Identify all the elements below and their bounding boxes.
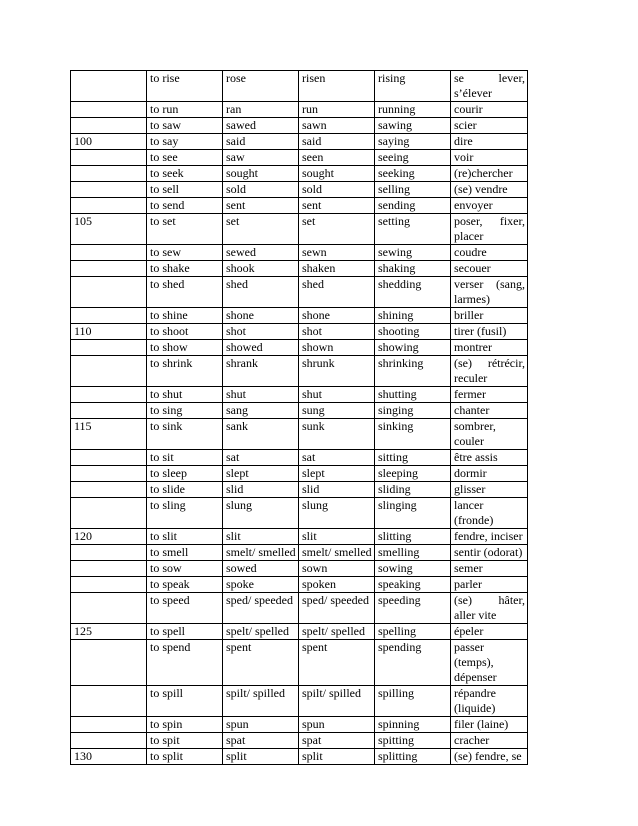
past-participle-cell: sawn [299, 118, 375, 134]
french-translation-cell: sentir (odorat) [451, 545, 528, 561]
past-simple-cell: sat [223, 450, 299, 466]
present-participle-cell: running [375, 102, 451, 118]
past-simple-cell: shed [223, 277, 299, 308]
row-number-cell [71, 577, 147, 593]
table-row [71, 356, 528, 387]
past-simple-cell: sowed [223, 561, 299, 577]
table-row [71, 593, 528, 624]
present-participle-cell: speeding [375, 593, 451, 624]
present-participle-cell: smelling [375, 545, 451, 561]
table-row [71, 71, 528, 102]
row-number-cell [71, 498, 147, 529]
past-simple-cell: spelt/ spelled [223, 624, 299, 640]
row-number-cell [71, 308, 147, 324]
french-translation-cell: glisser [451, 482, 528, 498]
present-participle-cell: shooting [375, 324, 451, 340]
infinitive-cell: to spell [147, 624, 223, 640]
row-number-cell [71, 261, 147, 277]
present-participle-cell: spinning [375, 717, 451, 733]
row-number-cell [71, 717, 147, 733]
past-participle-cell: slid [299, 482, 375, 498]
past-simple-cell: spun [223, 717, 299, 733]
past-simple-cell: saw [223, 150, 299, 166]
row-number-cell [71, 686, 147, 717]
past-simple-cell: shrank [223, 356, 299, 387]
infinitive-cell: to spin [147, 717, 223, 733]
french-translation-cell: courir [451, 102, 528, 118]
table-row [71, 640, 528, 686]
table-row [71, 198, 528, 214]
infinitive-cell: to sink [147, 419, 223, 450]
present-participle-cell: selling [375, 182, 451, 198]
present-participle-cell: shining [375, 308, 451, 324]
present-participle-cell: speaking [375, 577, 451, 593]
past-participle-cell: spun [299, 717, 375, 733]
past-simple-cell: sawed [223, 118, 299, 134]
present-participle-cell: shaking [375, 261, 451, 277]
row-number-cell [71, 277, 147, 308]
present-participle-cell: spitting [375, 733, 451, 749]
row-number-cell [71, 118, 147, 134]
past-simple-cell: smelt/ smelled [223, 545, 299, 561]
table-row [71, 498, 528, 529]
past-simple-cell: set [223, 214, 299, 245]
row-number-cell [71, 450, 147, 466]
infinitive-cell: to shut [147, 387, 223, 403]
past-simple-cell: sang [223, 403, 299, 419]
row-number-cell [71, 356, 147, 387]
past-simple-cell: shot [223, 324, 299, 340]
row-number-cell: 130 [71, 749, 147, 765]
present-participle-cell: showing [375, 340, 451, 356]
french-translation-cell: montrer [451, 340, 528, 356]
french-translation-cell: coudre [451, 245, 528, 261]
past-simple-cell: shone [223, 308, 299, 324]
infinitive-cell: to shrink [147, 356, 223, 387]
table-row [71, 624, 528, 640]
french-translation-cell: briller [451, 308, 528, 324]
infinitive-cell: to see [147, 150, 223, 166]
past-simple-cell: spat [223, 733, 299, 749]
table-row [71, 749, 528, 765]
present-participle-cell: sewing [375, 245, 451, 261]
infinitive-cell: to sit [147, 450, 223, 466]
infinitive-cell: to sew [147, 245, 223, 261]
past-participle-cell: sunk [299, 419, 375, 450]
french-translation-cell: scier [451, 118, 528, 134]
present-participle-cell: splitting [375, 749, 451, 765]
past-participle-cell: seen [299, 150, 375, 166]
past-participle-cell: shaken [299, 261, 375, 277]
past-participle-cell: slept [299, 466, 375, 482]
french-translation-cell: fermer [451, 387, 528, 403]
french-translation-cell: envoyer [451, 198, 528, 214]
row-number-cell [71, 593, 147, 624]
french-translation-cell: (se) fendre, se [451, 749, 528, 765]
infinitive-cell: to sing [147, 403, 223, 419]
row-number-cell: 105 [71, 214, 147, 245]
past-participle-cell: said [299, 134, 375, 150]
past-participle-cell: shone [299, 308, 375, 324]
infinitive-cell: to shine [147, 308, 223, 324]
present-participle-cell: sinking [375, 419, 451, 450]
past-simple-cell: slid [223, 482, 299, 498]
infinitive-cell: to slide [147, 482, 223, 498]
row-number-cell [71, 640, 147, 686]
present-participle-cell: slitting [375, 529, 451, 545]
past-participle-cell: sat [299, 450, 375, 466]
row-number-cell [71, 182, 147, 198]
past-participle-cell: shown [299, 340, 375, 356]
past-participle-cell: risen [299, 71, 375, 102]
present-participle-cell: sending [375, 198, 451, 214]
present-participle-cell: saying [375, 134, 451, 150]
row-number-cell [71, 71, 147, 102]
past-participle-cell: set [299, 214, 375, 245]
french-translation-cell: passer (temps), dépenser [451, 640, 528, 686]
infinitive-cell: to shed [147, 277, 223, 308]
table-row [71, 482, 528, 498]
table-row [71, 577, 528, 593]
past-participle-cell: spent [299, 640, 375, 686]
past-participle-cell: sewn [299, 245, 375, 261]
infinitive-cell: to sleep [147, 466, 223, 482]
infinitive-cell: to saw [147, 118, 223, 134]
infinitive-cell: to show [147, 340, 223, 356]
row-number-cell: 100 [71, 134, 147, 150]
past-simple-cell: shook [223, 261, 299, 277]
french-translation-cell: (se) hâter, aller vite [451, 593, 528, 624]
table-row [71, 561, 528, 577]
infinitive-cell: to speak [147, 577, 223, 593]
table-row [71, 733, 528, 749]
past-simple-cell: spilt/ spilled [223, 686, 299, 717]
french-translation-cell: (se) vendre [451, 182, 528, 198]
french-translation-cell: poser, fixer, placer [451, 214, 528, 245]
table-row [71, 166, 528, 182]
infinitive-cell: to say [147, 134, 223, 150]
past-simple-cell: sank [223, 419, 299, 450]
past-participle-cell: sold [299, 182, 375, 198]
row-number-cell: 120 [71, 529, 147, 545]
infinitive-cell: to spit [147, 733, 223, 749]
present-participle-cell: sawing [375, 118, 451, 134]
row-number-cell: 115 [71, 419, 147, 450]
french-translation-cell: être assis [451, 450, 528, 466]
infinitive-cell: to sling [147, 498, 223, 529]
past-participle-cell: sown [299, 561, 375, 577]
past-participle-cell: spelt/ spelled [299, 624, 375, 640]
table-row [71, 529, 528, 545]
infinitive-cell: to speed [147, 593, 223, 624]
past-participle-cell: sung [299, 403, 375, 419]
table-row [71, 277, 528, 308]
row-number-cell [71, 403, 147, 419]
present-participle-cell: sowing [375, 561, 451, 577]
french-translation-cell: semer [451, 561, 528, 577]
french-translation-cell: dire [451, 134, 528, 150]
past-participle-cell: shut [299, 387, 375, 403]
past-simple-cell: showed [223, 340, 299, 356]
present-participle-cell: singing [375, 403, 451, 419]
infinitive-cell: to sell [147, 182, 223, 198]
present-participle-cell: spilling [375, 686, 451, 717]
row-number-cell [71, 561, 147, 577]
infinitive-cell: to slit [147, 529, 223, 545]
row-number-cell [71, 166, 147, 182]
french-translation-cell: se lever, s’élever [451, 71, 528, 102]
french-translation-cell: voir [451, 150, 528, 166]
table-row [71, 686, 528, 717]
french-translation-cell: (re)chercher [451, 166, 528, 182]
irregular-verbs-table [70, 70, 528, 765]
french-translation-cell: tirer (fusil) [451, 324, 528, 340]
past-simple-cell: split [223, 749, 299, 765]
table-row [71, 150, 528, 166]
past-simple-cell: rose [223, 71, 299, 102]
row-number-cell [71, 733, 147, 749]
past-simple-cell: slung [223, 498, 299, 529]
past-simple-cell: ran [223, 102, 299, 118]
row-number-cell [71, 387, 147, 403]
french-translation-cell: cracher [451, 733, 528, 749]
table-row [71, 403, 528, 419]
row-number-cell: 125 [71, 624, 147, 640]
present-participle-cell: sliding [375, 482, 451, 498]
past-simple-cell: said [223, 134, 299, 150]
french-translation-cell: secouer [451, 261, 528, 277]
past-participle-cell: sped/ speeded [299, 593, 375, 624]
infinitive-cell: to send [147, 198, 223, 214]
present-participle-cell: slinging [375, 498, 451, 529]
french-translation-cell: dormir [451, 466, 528, 482]
past-participle-cell: run [299, 102, 375, 118]
table-row [71, 717, 528, 733]
past-simple-cell: shut [223, 387, 299, 403]
french-translation-cell: lancer (fronde) [451, 498, 528, 529]
present-participle-cell: shutting [375, 387, 451, 403]
infinitive-cell: to shoot [147, 324, 223, 340]
row-number-cell [71, 150, 147, 166]
infinitive-cell: to spill [147, 686, 223, 717]
table-row [71, 308, 528, 324]
present-participle-cell: rising [375, 71, 451, 102]
past-simple-cell: sewed [223, 245, 299, 261]
row-number-cell [71, 466, 147, 482]
row-number-cell [71, 545, 147, 561]
present-participle-cell: shedding [375, 277, 451, 308]
french-translation-cell: répandre (liquide) [451, 686, 528, 717]
present-participle-cell: spending [375, 640, 451, 686]
past-participle-cell: shed [299, 277, 375, 308]
past-simple-cell: sped/ speeded [223, 593, 299, 624]
past-participle-cell: slit [299, 529, 375, 545]
past-participle-cell: sought [299, 166, 375, 182]
infinitive-cell: to shake [147, 261, 223, 277]
present-participle-cell: sleeping [375, 466, 451, 482]
french-translation-cell: fendre, inciser [451, 529, 528, 545]
past-participle-cell: spoken [299, 577, 375, 593]
table-row [71, 545, 528, 561]
table-row [71, 134, 528, 150]
table-row [71, 261, 528, 277]
table-body [71, 71, 528, 765]
past-simple-cell: slept [223, 466, 299, 482]
table-row [71, 102, 528, 118]
row-number-cell [71, 245, 147, 261]
infinitive-cell: to rise [147, 71, 223, 102]
present-participle-cell: seeing [375, 150, 451, 166]
table-row [71, 450, 528, 466]
present-participle-cell: sitting [375, 450, 451, 466]
french-translation-cell: verser (sang, larmes) [451, 277, 528, 308]
present-participle-cell: seeking [375, 166, 451, 182]
past-simple-cell: spent [223, 640, 299, 686]
present-participle-cell: spelling [375, 624, 451, 640]
row-number-cell [71, 482, 147, 498]
past-simple-cell: spoke [223, 577, 299, 593]
infinitive-cell: to smell [147, 545, 223, 561]
past-participle-cell: spilt/ spilled [299, 686, 375, 717]
past-simple-cell: sent [223, 198, 299, 214]
row-number-cell [71, 102, 147, 118]
past-participle-cell: smelt/ smelled [299, 545, 375, 561]
table-row [71, 324, 528, 340]
table-row [71, 245, 528, 261]
infinitive-cell: to set [147, 214, 223, 245]
present-participle-cell: setting [375, 214, 451, 245]
past-participle-cell: shot [299, 324, 375, 340]
past-participle-cell: sent [299, 198, 375, 214]
french-translation-cell: filer (laine) [451, 717, 528, 733]
table-row [71, 419, 528, 450]
table-row [71, 118, 528, 134]
present-participle-cell: shrinking [375, 356, 451, 387]
past-participle-cell: split [299, 749, 375, 765]
table-row [71, 466, 528, 482]
row-number-cell [71, 340, 147, 356]
infinitive-cell: to spend [147, 640, 223, 686]
table-row [71, 340, 528, 356]
past-participle-cell: slung [299, 498, 375, 529]
infinitive-cell: to seek [147, 166, 223, 182]
french-translation-cell: épeler [451, 624, 528, 640]
french-translation-cell: (se) rétrécir, reculer [451, 356, 528, 387]
infinitive-cell: to split [147, 749, 223, 765]
past-participle-cell: shrunk [299, 356, 375, 387]
past-participle-cell: spat [299, 733, 375, 749]
infinitive-cell: to sow [147, 561, 223, 577]
past-simple-cell: slit [223, 529, 299, 545]
past-simple-cell: sought [223, 166, 299, 182]
table-row [71, 182, 528, 198]
table-row [71, 387, 528, 403]
french-translation-cell: parler [451, 577, 528, 593]
row-number-cell [71, 198, 147, 214]
table-row [71, 214, 528, 245]
french-translation-cell: chanter [451, 403, 528, 419]
past-simple-cell: sold [223, 182, 299, 198]
row-number-cell: 110 [71, 324, 147, 340]
infinitive-cell: to run [147, 102, 223, 118]
french-translation-cell: sombrer, couler [451, 419, 528, 450]
